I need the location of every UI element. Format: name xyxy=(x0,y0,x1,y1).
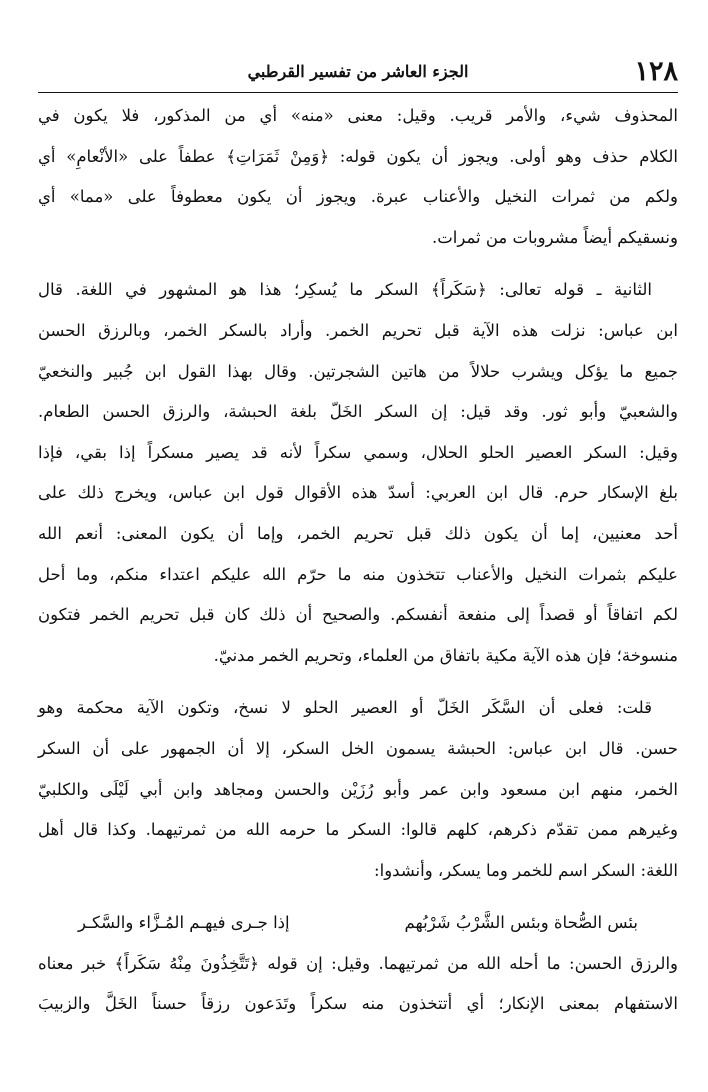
verse-second-hemistich: إذا جـرى فيهـم المُـزَّاء والسَّكـر xyxy=(78,913,290,933)
text-line: حسن. قال ابن عباس: الحبشة يسمون الخل السكر، إلا أن الجمهور على أن السكر xyxy=(38,738,678,758)
verse-first-hemistich: بئس الصُّحاة وبئس الشَّرْبُ شَرْبُهم xyxy=(404,913,638,933)
page-body xyxy=(38,96,678,1025)
running-title: الجزء العاشر من تفسير القرطبي xyxy=(247,62,469,81)
text-line: الكلام حذف وهو أولى. ويجوز أن يكون قوله: ﴿وَمِنْ ثَمَرَاتِ﴾ عطفاً على «الأنْعامِ» أي xyxy=(38,146,678,166)
poetry-verse xyxy=(38,903,678,944)
text-line: أحد معنيين، إما أن يكون ذلك قبل تحريم الخمر، وإما أن يكون المعنى: أنعم الله xyxy=(38,523,678,543)
paragraph xyxy=(38,96,678,258)
text-line: ابن عباس: نزلت هذه الآية قبل تحريم الخمر. وأراد بالسكر الخمر، وبالرزق الحسن xyxy=(38,320,678,340)
paragraph-gap xyxy=(38,676,678,688)
page-header xyxy=(38,54,678,90)
text-line: والرزق الحسن: ما أحله الله من ثمرتيهما. وقيل: إن قوله ﴿تَتَّخِذُونَ مِنْهُ سَكَراً﴾ خبر معناه xyxy=(38,953,678,973)
text-line: بلغ الإسكار حرم. قال ابن العربي: أسدّ هذه الأقوال قول ابن عباس، ويخرج ذلك على xyxy=(38,483,678,503)
paragraph xyxy=(38,688,678,891)
text-line: عليكم بثمرات النخيل والأعناب تتخذون منه ما حرّم الله عليكم اعتداء منكم، وما أحل xyxy=(38,564,678,584)
text-line: وغيرهم ممن تقدّم ذكرهم، كلهم قالوا: السكر ما حرمه الله من ثمرتيهما. وكذا قال أهل xyxy=(38,820,678,840)
paragraph xyxy=(38,270,678,676)
text-line: الخمر، منهم ابن مسعود وابن عمر وأبو رُزَيْن والحسن ومجاهد وابن أبي لَيْلَى والكلبيّ xyxy=(38,779,678,799)
text-line: اللغة: السكر اسم للخمر وما يسكر، وأنشدوا: xyxy=(374,860,678,880)
text-line: الاستفهام بمعنى الإنكار؛ أي أتتخذون منه سكراً وتَدَعون رزقاً حسناً الخَلَّ والزبيبَ xyxy=(38,994,678,1014)
text-line: ونسقيكم أيضاً مشروبات من ثمرات. xyxy=(432,227,678,247)
header-divider xyxy=(38,92,678,93)
text-line: جميع ما يؤكل ويشرب حلالاً من هاتين الشجرتين. وقال بهذا القول ابن جُبير والنخعيّ xyxy=(38,361,678,381)
text-line: لكم اتفاقاً أو قصداً إلى منفعة أنفسكم. والصحيح أن ذلك كان قبل تحريم الخمر فتكون xyxy=(38,605,678,625)
text-line: المحذوف شيء، والأمر قريب. وقيل: معنى «منه» أي من المذكور، فلا يكون في xyxy=(38,106,678,125)
text-line: الثانية ـ قوله تعالى: ﴿سَكَراً﴾ السكر ما يُسكِر؛ هذا هو المشهور في اللغة. قال xyxy=(38,280,652,300)
paragraph xyxy=(38,944,678,1025)
text-line: ولكم من ثمرات النخيل والأعناب عبرة. ويجوز أن يكون معطوفاً على «مما» أي xyxy=(38,187,678,207)
page-number: ١٢٨ xyxy=(634,56,678,87)
paragraph-gap xyxy=(38,891,678,903)
text-line: منسوخة؛ فإن هذه الآية مكية باتفاق من العلماء، وتحريم الخمر مدنيّ. xyxy=(213,645,678,665)
text-line: قلت: فعلى أن السَّكَر الخَلّ أو العصير الحلو لا نسخ، وتكون الآية محكمة وهو xyxy=(38,698,652,718)
text-line: وقيل: السكر العصير الحلو الحلال، وسمي سكراً لأنه قد يصير مسكراً إذا بقي، فإذا xyxy=(38,442,678,462)
text-line: والشعبيّ وأبو ثور. وقد قيل: إن السكر الخَلّ بلغة الحبشة، والرزق الحسن الطعام. xyxy=(38,402,678,422)
paragraph-gap xyxy=(38,258,678,270)
